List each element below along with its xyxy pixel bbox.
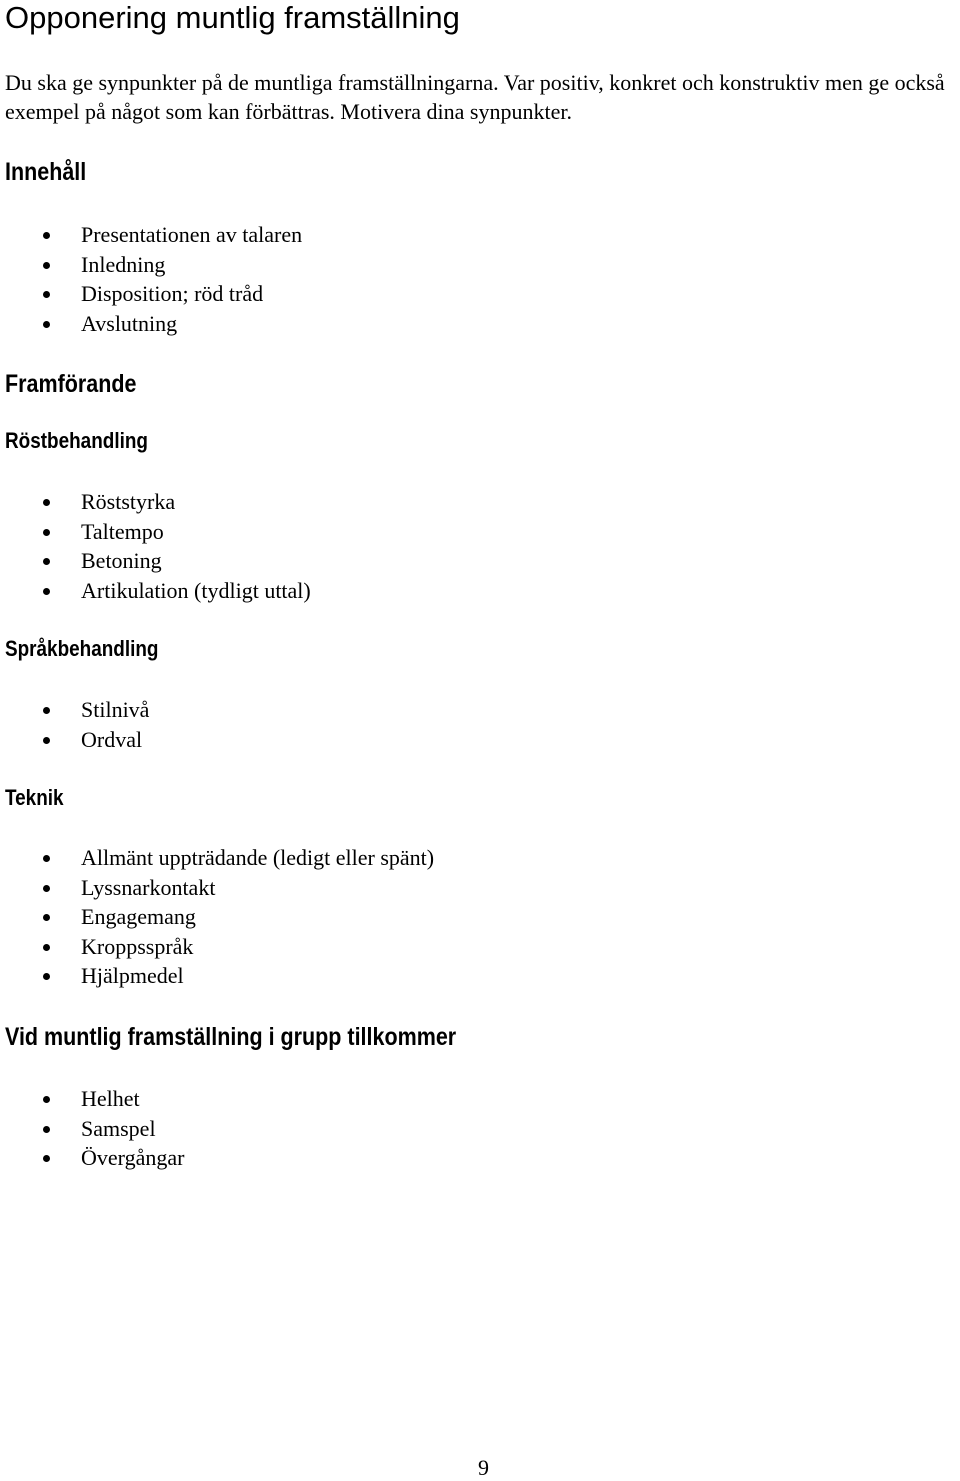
bullet-icon [43,914,50,921]
list-item-label: Hjälpmedel [81,963,184,988]
list-item [0,902,434,932]
list-item [0,487,311,517]
list-item-label: Allmänt uppträdande (ledigt eller spänt) [81,845,435,870]
list-item [0,961,434,991]
bullet-icon [43,737,50,744]
list-item-label: Kroppsspråk [81,933,194,959]
list-item [0,725,149,755]
teknik-list [0,843,434,991]
list-item-label: Lyssnarkontakt [81,874,216,900]
list-item [0,546,311,576]
bullet-icon [43,1126,50,1133]
list-item-label: Samspel [81,1115,156,1141]
list-item-label: Avslutning [81,310,178,336]
list-item [0,576,311,606]
list-item-label: Röststyrka [81,489,176,514]
list-item [0,220,302,250]
bullet-icon [43,973,50,980]
section-heading-framforande: Framförande [5,370,137,398]
list-item-label: Presentationen av talaren [81,222,303,247]
list-item [0,1114,184,1144]
list-item [0,932,434,962]
bullet-icon [43,1155,50,1162]
page-number: 9 [478,1455,489,1480]
list-item-label: Engagemang [81,904,196,929]
list-item-label: Disposition; röd tråd [81,281,264,306]
rostbehandling-list [0,487,311,605]
list-item-label: Taltempo [81,518,164,544]
bullet-icon [43,262,50,269]
bullet-icon [43,707,50,714]
bullet-icon [43,499,50,506]
sprakbehandling-list [0,695,149,754]
list-item [0,517,311,547]
list-item-label: Stilnivå [81,697,150,722]
bullet-icon [43,291,50,298]
bullet-icon [43,1096,50,1103]
grupp-list [0,1084,184,1173]
list-item [0,873,434,903]
subheading-teknik: Teknik [5,785,64,810]
list-item-label: Betoning [81,548,162,573]
bullet-icon [43,885,50,892]
bullet-icon [43,855,50,862]
list-item [0,250,302,280]
list-item [0,309,302,339]
list-item [0,1084,184,1114]
intro-paragraph: Du ska ge synpunkter på de muntliga framställningarna. Var positiv, konkret och konstruktiv men ge också exempel på något som kan förbättras. Motivera dina synpunkter. [5,70,945,124]
innehall-list [0,220,302,338]
list-item [0,695,149,725]
subheading-rostbehandling: Röstbehandling [5,428,148,453]
list-item [0,1143,184,1173]
list-item-label: Ordval [81,726,143,752]
bullet-icon [43,321,50,328]
list-item-label: Artikulation (tydligt uttal) [81,577,311,603]
bullet-icon [43,588,50,595]
section-heading-innehall: Innehåll [5,158,87,186]
bullet-icon [43,558,50,565]
page-title: Opponering muntlig framställning [5,0,460,35]
subheading-sprakbehandling: Språkbehandling [5,636,159,661]
bullet-icon [43,232,50,239]
list-item [0,843,434,873]
bullet-icon [43,529,50,536]
list-item-label: Inledning [81,251,166,277]
bullet-icon [43,944,50,951]
list-item-label: Övergångar [81,1145,185,1170]
section-heading-grupp: Vid muntlig framställning i grupp tillkommer [5,1023,457,1051]
list-item-label: Helhet [81,1086,140,1111]
list-item [0,279,302,309]
